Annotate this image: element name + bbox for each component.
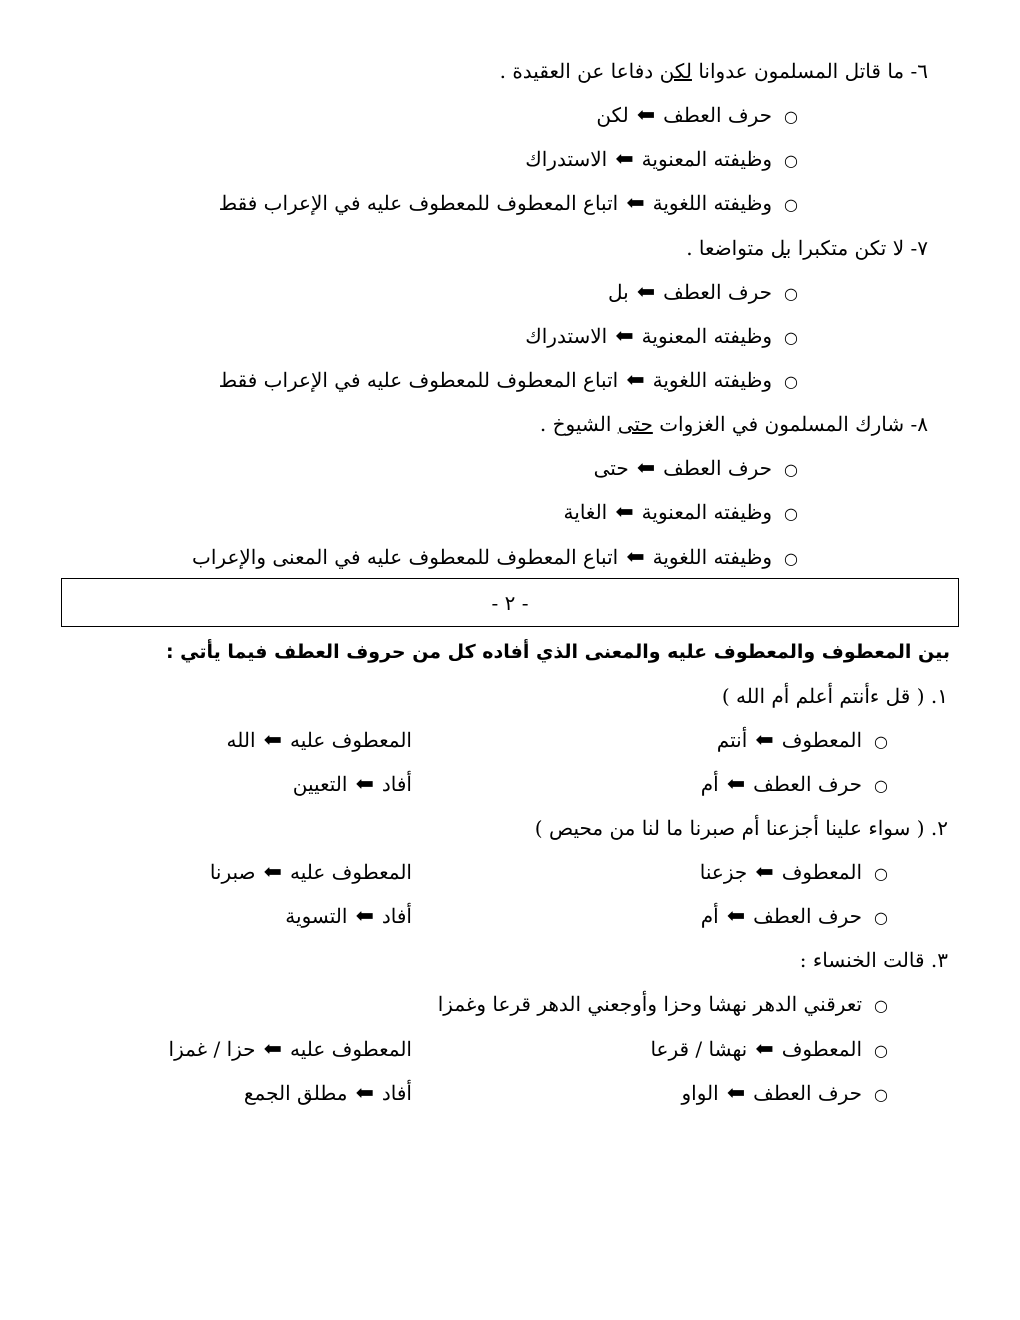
- answer-value: حزا / غمزا: [168, 1037, 256, 1061]
- section-heading: بين المعطوف والمعطوف عليه والمعنى الذي أفاده كل من حروف العطف فيما يأتي :: [165, 641, 950, 663]
- question-text-post: متواضعا .: [686, 236, 765, 260]
- arrow-left-icon: ⬅: [755, 1037, 774, 1062]
- page-number-box: [61, 578, 959, 627]
- question-8: [540, 411, 928, 437]
- question-number: ٢.: [930, 816, 948, 840]
- answer-label: أفاد: [381, 1081, 412, 1105]
- question-text-post: الشيوخ .: [539, 412, 612, 436]
- arrow-left-icon: ⬅: [726, 1081, 746, 1106]
- answer-label: أفاد: [381, 772, 412, 796]
- bullet-circle-icon: ○: [784, 549, 798, 568]
- question-number: ١.: [930, 684, 948, 708]
- answer-row-second: [210, 859, 412, 886]
- bullet-circle-icon: ○: [874, 732, 888, 751]
- verse-text: تعرقني الدهر نهشا وحزا وأوجعني الدهر قرعا وغمزا: [437, 992, 863, 1016]
- bullet-circle-icon: ○: [784, 328, 798, 347]
- list-item: [608, 279, 798, 307]
- item-value: حتى: [593, 456, 629, 480]
- arrow-left-icon: ⬅: [626, 191, 645, 216]
- item-label: وظيفته اللغوية: [652, 545, 773, 569]
- arrow-left-icon: ⬅: [726, 904, 746, 929]
- item-label: حرف العطف: [663, 103, 773, 127]
- answer-label: أفاد: [381, 904, 412, 928]
- verse-item: [438, 991, 888, 1019]
- arrow-left-icon: ⬅: [755, 860, 774, 885]
- answer-row-second: [169, 1036, 412, 1063]
- item-value: الاستدراك: [525, 147, 608, 171]
- list-item: [219, 367, 798, 395]
- question-text: ( سواء علينا أجزعنا أم صبرنا ما لنا من محيص ): [534, 816, 925, 840]
- question-text-pre: لا تكن متكبرا: [797, 236, 905, 260]
- item-value: الغاية: [563, 500, 608, 524]
- question-2: [535, 815, 948, 841]
- item-label: وظيفته اللغوية: [652, 368, 773, 392]
- arrow-left-icon: ⬅: [355, 772, 374, 797]
- list-item: [564, 499, 798, 527]
- answer-value: التسوية: [285, 904, 348, 928]
- item-label: وظيفته المعنوية: [641, 324, 773, 348]
- question-number: ٦-: [910, 59, 928, 83]
- arrow-left-icon: ⬅: [755, 728, 774, 753]
- item-value: الاستدراك: [525, 324, 608, 348]
- question-number: ٧-: [910, 236, 928, 260]
- item-label: وظيفته المعنوية: [641, 500, 773, 524]
- answer-label: المعطوف: [781, 728, 863, 752]
- answer-value: الواو: [681, 1081, 719, 1105]
- item-label: حرف العطف: [663, 280, 773, 304]
- arrow-left-icon: ⬅: [615, 324, 634, 349]
- arrow-left-icon: ⬅: [355, 904, 374, 929]
- arrow-left-icon: ⬅: [263, 1037, 282, 1062]
- bullet-circle-icon: ○: [874, 996, 888, 1015]
- arrow-left-icon: ⬅: [726, 772, 746, 797]
- question-text: ( قل ءأنتم أعلم أم الله ): [721, 684, 925, 708]
- question-number: ٨-: [910, 412, 928, 436]
- question-text-pre: ما قاتل المسلمون عدوانا: [698, 59, 905, 83]
- bullet-circle-icon: ○: [874, 864, 888, 883]
- question-7: [686, 235, 928, 261]
- arrow-left-icon: ⬅: [636, 103, 656, 128]
- arrow-left-icon: ⬅: [636, 456, 656, 481]
- underlined-conjunction: حتى: [617, 412, 653, 436]
- answer-label: المعطوف عليه: [289, 728, 412, 752]
- arrow-left-icon: ⬅: [615, 147, 634, 172]
- item-label: وظيفته اللغوية: [652, 191, 773, 215]
- answer-value: أم: [700, 904, 719, 928]
- arrow-left-icon: ⬅: [355, 1081, 374, 1106]
- answer-label: المعطوف: [781, 1037, 863, 1061]
- item-label: وظيفته المعنوية: [641, 147, 773, 171]
- question-text: قالت الخنساء :: [799, 948, 925, 972]
- answer-value: أنتم: [716, 728, 748, 752]
- item-value: لكن: [596, 103, 629, 127]
- bullet-circle-icon: ○: [784, 504, 798, 523]
- list-item: [525, 323, 798, 351]
- bullet-circle-icon: ○: [874, 1041, 888, 1060]
- list-item: [219, 190, 798, 218]
- answer-row-second: [285, 903, 412, 930]
- answer-value: جزعنا: [699, 860, 748, 884]
- bullet-circle-icon: ○: [784, 151, 798, 170]
- list-item: [596, 102, 798, 130]
- underlined-conjunction: بل: [770, 236, 792, 260]
- answer-value: الله: [226, 728, 256, 752]
- list-item: [594, 455, 798, 483]
- answer-row: [717, 727, 888, 755]
- arrow-left-icon: ⬅: [263, 860, 282, 885]
- question-1: [722, 683, 948, 709]
- item-value: اتباع المعطوف للمعطوف عليه في المعنى والإعراب: [192, 545, 619, 569]
- answer-row: [681, 1080, 888, 1108]
- arrow-left-icon: ⬅: [615, 500, 634, 525]
- question-text-pre: شارك المسلمون في الغزوات: [659, 412, 905, 436]
- answer-value: نهشا / قرعا: [650, 1037, 748, 1061]
- answer-row: [701, 771, 888, 799]
- page-number: - ٢ -: [491, 591, 529, 615]
- question-number: ٣.: [930, 948, 948, 972]
- arrow-left-icon: ⬅: [626, 368, 645, 393]
- bullet-circle-icon: ○: [784, 460, 798, 479]
- answer-value: أم: [700, 772, 719, 796]
- answer-label: المعطوف: [781, 860, 863, 884]
- item-value: اتباع المعطوف للمعطوف عليه في الإعراب فقط: [218, 368, 619, 392]
- arrow-left-icon: ⬅: [626, 545, 645, 570]
- underlined-conjunction: لكن: [659, 59, 692, 83]
- answer-label: حرف العطف: [753, 772, 863, 796]
- bullet-circle-icon: ○: [874, 776, 888, 795]
- answer-row: [650, 1036, 888, 1064]
- answer-row: [700, 859, 888, 887]
- answer-row-second: [227, 727, 412, 754]
- bullet-circle-icon: ○: [784, 372, 798, 391]
- list-item: [525, 146, 798, 174]
- bullet-circle-icon: ○: [874, 1085, 888, 1104]
- item-value: اتباع المعطوف للمعطوف عليه في الإعراب فقط: [218, 191, 619, 215]
- arrow-left-icon: ⬅: [636, 280, 656, 305]
- question-6: [500, 58, 928, 84]
- bullet-circle-icon: ○: [784, 107, 798, 126]
- answer-label: المعطوف عليه: [289, 860, 412, 884]
- answer-value: مطلق الجمع: [243, 1081, 348, 1105]
- item-value: بل: [607, 280, 629, 304]
- bullet-circle-icon: ○: [784, 284, 798, 303]
- answer-label: المعطوف عليه: [289, 1037, 412, 1061]
- answer-row-second: [293, 771, 412, 798]
- answer-row: [701, 903, 888, 931]
- question-text-post: دفاعا عن العقيدة .: [499, 59, 654, 83]
- item-label: حرف العطف: [663, 456, 773, 480]
- question-3: [800, 947, 948, 973]
- arrow-left-icon: ⬅: [263, 728, 282, 753]
- bullet-circle-icon: ○: [874, 908, 888, 927]
- list-item: [192, 544, 798, 572]
- answer-value: صبرنا: [209, 860, 256, 884]
- bullet-circle-icon: ○: [784, 195, 798, 214]
- answer-value: التعيين: [292, 772, 348, 796]
- answer-row-second: [244, 1080, 412, 1107]
- answer-label: حرف العطف: [753, 904, 863, 928]
- answer-label: حرف العطف: [753, 1081, 863, 1105]
